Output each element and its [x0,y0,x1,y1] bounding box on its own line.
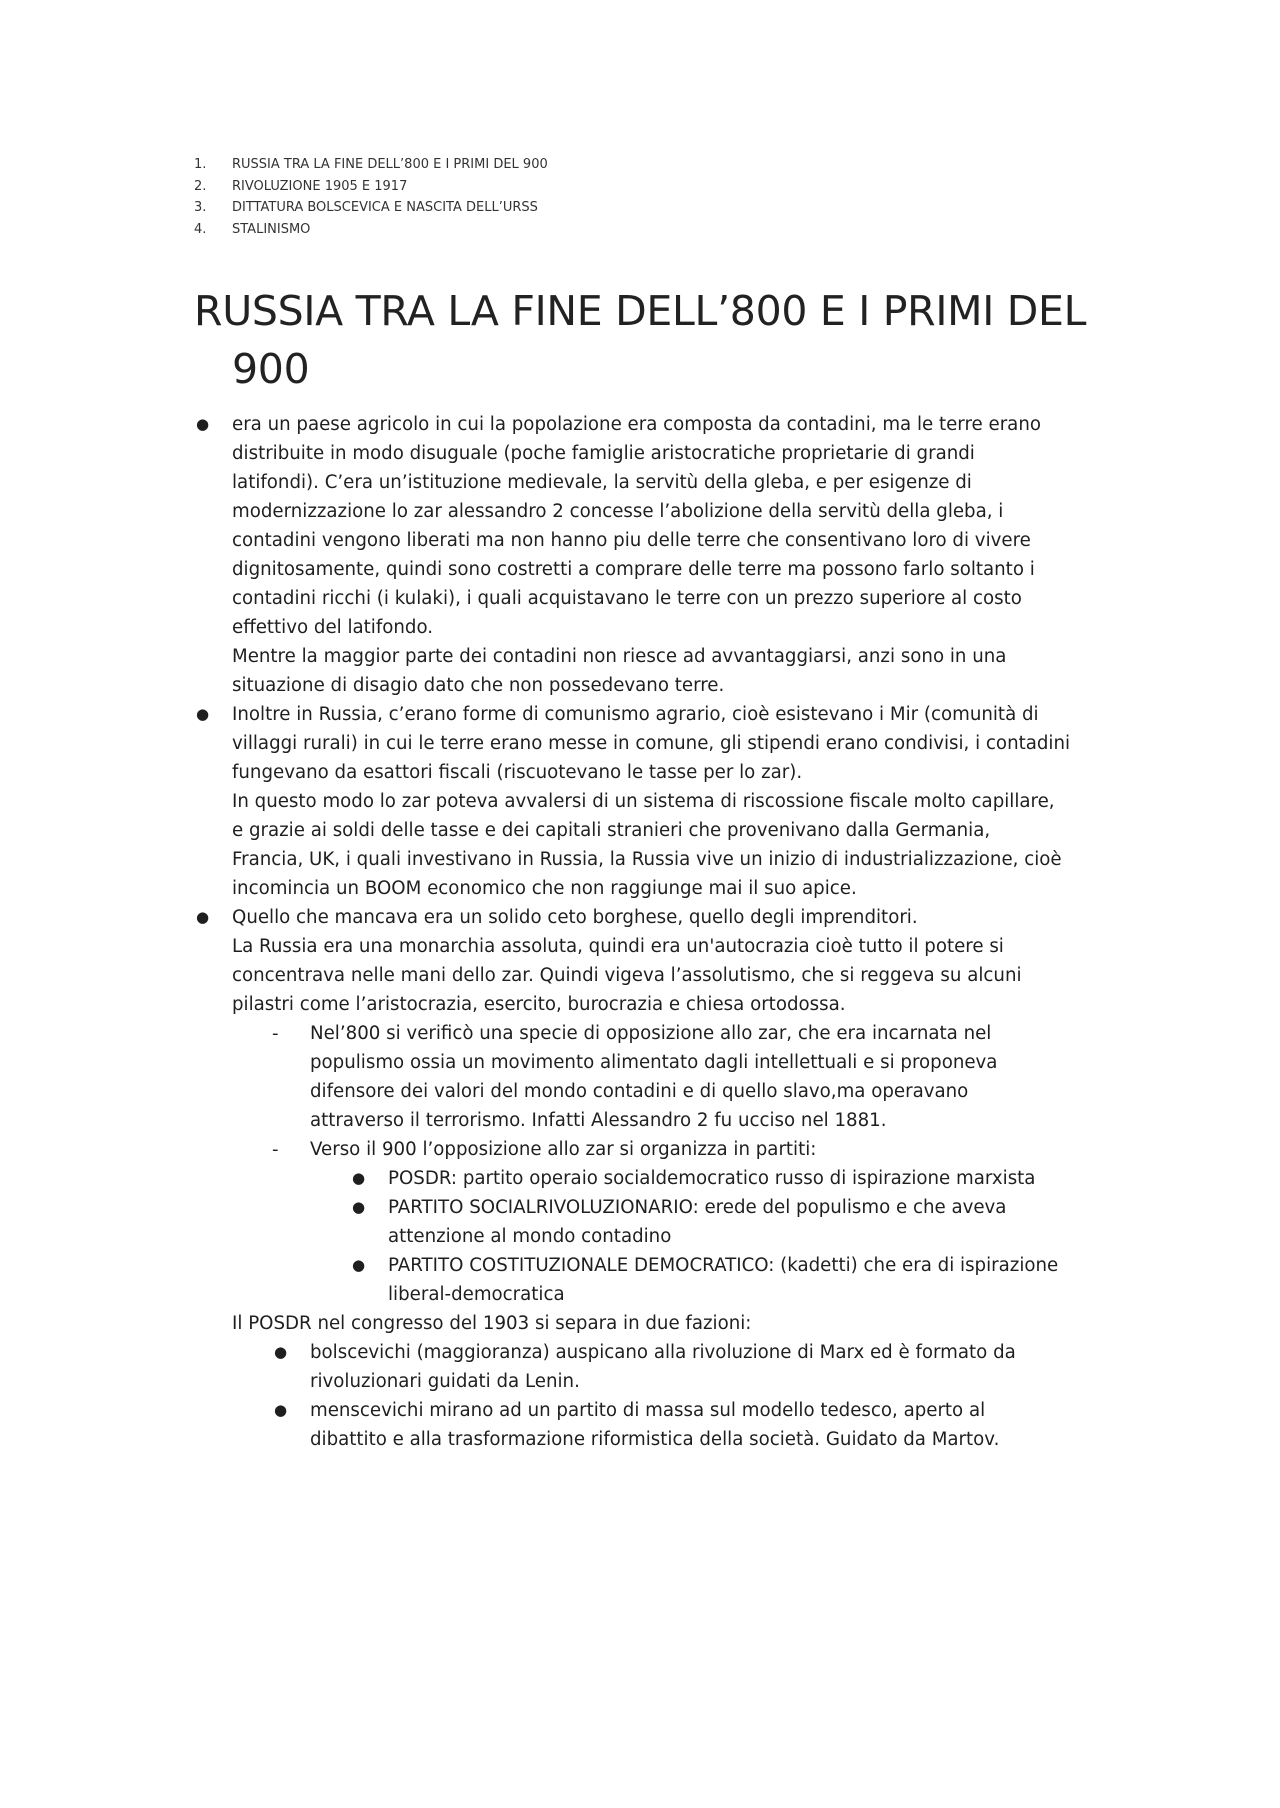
text-line: In questo modo lo zar poteva avvalersi di un sistema di riscossione fiscale molto capillare, [232,791,1055,812]
table-of-contents [194,154,548,240]
body-text [194,410,1154,1454]
text-line: ● era un paese agricolo in cui la popolazione era composta da contadini, ma le terre erano [194,410,1154,439]
text-line: villaggi rurali) in cui le terre erano messe in comune, gli stipendi erano condivisi, i contadini [232,733,1071,754]
text-line: Francia, UK, i quali investivano in Russia, la Russia vive un inizio di industrializzazione, cioè [232,849,1062,870]
toc-item [194,197,548,219]
bullet-dot: ● [352,1256,366,1274]
text-line: attraverso il terrorismo. Infatti Alessandro 2 fu ucciso nel 1881. [310,1110,887,1131]
bullet-dot: ● [196,908,210,926]
text-line: difensore dei valori del mondo contadini e di quello slavo,ma operavano [310,1081,969,1102]
toc-text: STALINISMO [232,221,311,237]
bullet-dot: ● [352,1169,366,1187]
toc-text: DITTATURA BOLSCEVICA E NASCITA DELL’URSS [232,200,538,215]
bullet-dot: ● [274,1401,288,1419]
text-line: Il POSDR nel congresso del 1903 si separa in due fazioni: [232,1313,752,1334]
text-line: ● menscevichi mirano ad un partito di massa sul modello tedesco, aperto al [194,1396,1154,1425]
text-line: ● PARTITO SOCIALRIVOLUZIONARIO: erede del populismo e che aveva [194,1193,1154,1222]
bullet-dot: ● [274,1343,288,1361]
text-line: dignitosamente, quindi sono costretti a comprare delle terre ma possono farlo soltanto i [232,559,1035,580]
text-line: incomincia un BOOM economico che non raggiunge mai il suo apice. [232,878,857,899]
text-line: effettivo del latifondo. [232,617,434,638]
text-line: ● Inoltre in Russia, c’erano forme di comunismo agrario, cioè esistevano i Mir (comunità di [194,700,1154,729]
heading-line: RUSSIA TRA LA FINE DELL’800 E I PRIMI DEL [194,287,1087,335]
text-line: modernizzazione lo zar alessandro 2 concesse l’abolizione della servitù della gleba, i [232,501,1004,522]
text-line: La Russia era una monarchia assoluta, quindi era un'autocrazia cioè tutto il potere si [232,936,1004,957]
text-line: concentrava nelle mani dello zar. Quindi vigeva l’assolutismo, che si reggeva su alcuni [232,965,1022,986]
text-line: e grazie ai soldi delle tasse e dei capitali stranieri che provenivano dalla Germania, [232,820,991,841]
text-line: Mentre la maggior parte dei contadini non riesce ad avvantaggiarsi, anzi sono in una [232,646,1007,667]
text-line: ● Quello che mancava era un solido ceto borghese, quello degli imprenditori. [194,903,1154,932]
section-heading [194,282,1134,398]
text-line: latifondi). C’era un’istituzione medievale, la servitù della gleba, e per esigenze di [232,472,972,493]
toc-text: RUSSIA TRA LA FINE DELL’800 E I PRIMI DEL 900 [232,157,548,172]
bullet-dot: ● [196,705,210,723]
toc-item [194,176,548,198]
toc-number: 2. [194,178,207,194]
text-line: ● bolscevichi (maggioranza) auspicano alla rivoluzione di Marx ed è formato da [194,1338,1154,1367]
bullet-dot: ● [196,415,210,433]
text-line: ● POSDR: partito operaio socialdemocratico russo di ispirazione marxista [194,1164,1154,1193]
text-line: pilastri come l’aristocrazia, esercito, burocrazia e chiesa ortodossa. [232,994,846,1015]
text-line: populismo ossia un movimento alimentato dagli intellettuali e si proponeva [310,1052,998,1073]
heading-line: 900 [232,345,310,393]
text-line: rivoluzionari guidati da Lenin. [310,1371,580,1392]
text-line: situazione di disagio dato che non possedevano terre. [232,675,725,696]
toc-item [194,154,548,176]
toc-text: RIVOLUZIONE 1905 E 1917 [232,178,408,194]
toc-item [194,219,548,241]
bullet-dot: ● [352,1198,366,1216]
text-line: ● PARTITO COSTITUZIONALE DEMOCRATICO: (kadetti) che era di ispirazione [194,1251,1154,1280]
text-line: liberal-democratica [388,1284,565,1305]
toc-number: 4. [194,221,207,237]
text-line: dibattito e alla trasformazione riformistica della società. Guidato da Martov. [310,1429,1000,1450]
text-line: - Verso il 900 l’opposizione allo zar si organizza in partiti: [194,1135,1154,1164]
toc-number: 3. [194,200,207,215]
text-line: contadini ricchi (i kulaki), i quali acquistavano le terre con un prezzo superiore al costo [232,588,1022,609]
text-line: attenzione al mondo contadino [388,1226,672,1247]
bullet-dash: - [272,1023,279,1044]
text-line: - Nel’800 si verificò una specie di opposizione allo zar, che era incarnata nel [194,1019,1154,1048]
text-line: distribuite in modo disuguale (poche famiglie aristocratiche proprietarie di grandi [232,443,975,464]
toc-number: 1. [194,157,207,172]
text-line: contadini vengono liberati ma non hanno piu delle terre che consentivano loro di vivere [232,530,1031,551]
bullet-dash: - [272,1139,279,1160]
text-line: fungevano da esattori fiscali (riscuotevano le tasse per lo zar). [232,762,803,783]
